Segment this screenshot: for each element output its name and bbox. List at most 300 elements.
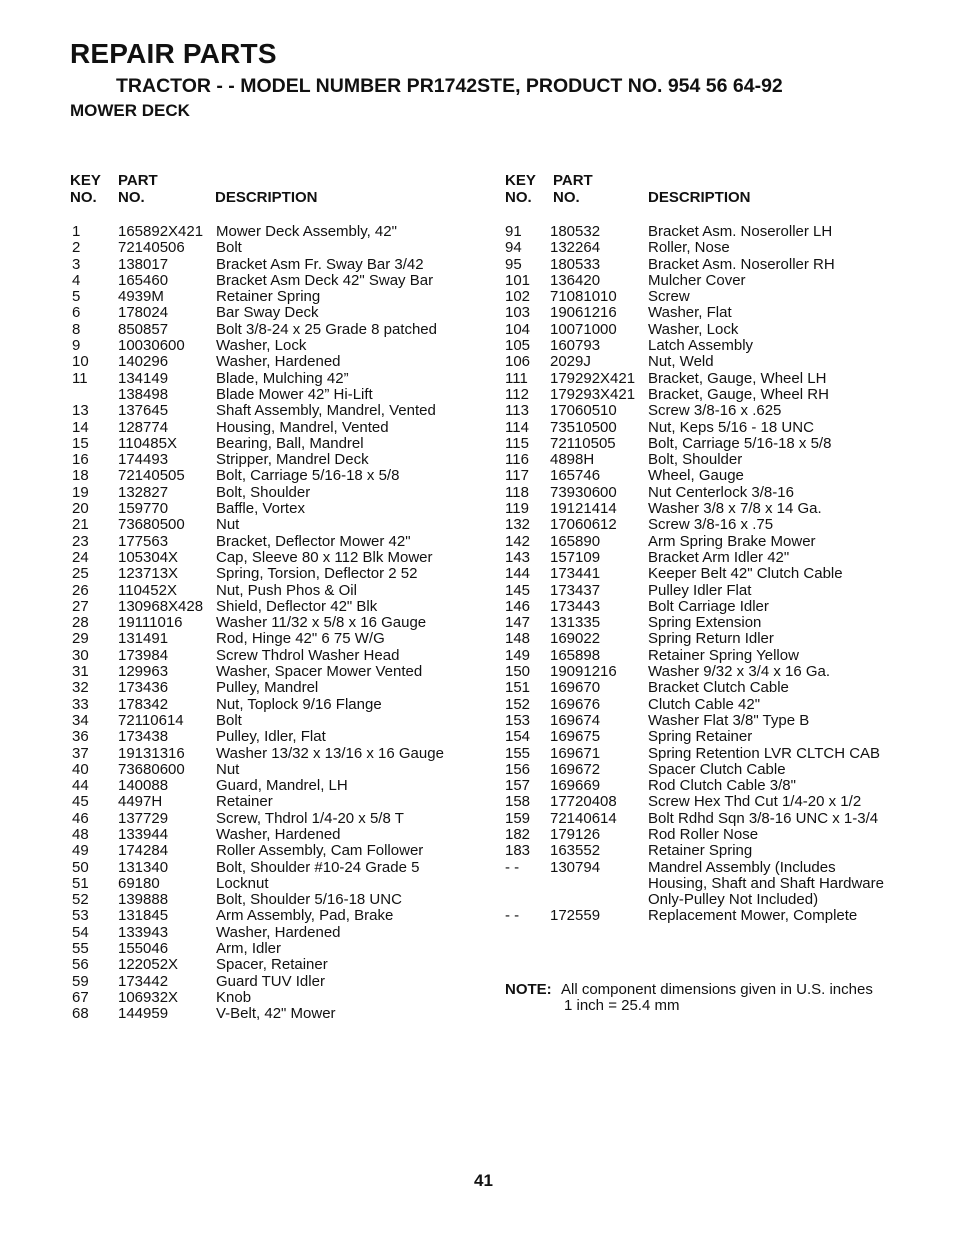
part-no: 133943 [118,923,169,941]
part-description: Bracket Asm Deck 42" Sway Bar [216,271,434,289]
key-no: 31 [72,663,89,681]
left-parts-list [72,224,472,1023]
part-no: 172559 [550,907,601,925]
part-row [505,827,925,843]
part-no: 179292X421 [550,369,636,387]
part-description: Spacer, Retainer [216,956,328,974]
part-row [72,892,472,908]
part-row [72,1006,472,1022]
key-no: 40 [72,760,89,778]
part-description: Rod Roller Nose [648,825,759,843]
part-row [72,697,472,713]
part-row [72,908,472,924]
key-no: 44 [72,777,89,795]
part-description: Washer, Spacer Mower Vented [216,663,423,681]
key-no: 30 [72,646,89,664]
part-row [505,762,925,778]
part-description: Wheel, Gauge [648,467,744,485]
part-no: 169676 [550,695,601,713]
part-row [505,436,925,452]
key-no: 56 [72,956,89,974]
part-no: 177563 [118,532,169,550]
key-no: 25 [72,565,89,583]
part-row [72,420,472,436]
key-no: 144 [505,565,531,583]
part-row [72,827,472,843]
part-no: 169672 [550,760,601,778]
key-no: 36 [72,728,89,746]
key-no: 147 [505,614,531,632]
part-no: 110485X [118,434,177,452]
part-description: Bolt 3/8-24 x 25 Grade 8 patched [216,320,437,338]
part-description: Only-Pulley Not Included) [648,891,819,909]
part-no: 137729 [118,809,169,827]
part-description: Spring, Torsion, Deflector 2 52 [216,565,418,583]
part-no: 159770 [118,500,169,518]
part-description: Spring Retention LVR CLTCH CAB [648,744,881,762]
key-no: 132 [505,516,531,534]
part-row [72,436,472,452]
key-no: 119 [505,500,529,518]
part-row [72,257,472,273]
part-row [505,615,925,631]
part-no: 72140505 [118,467,185,485]
part-no: 131335 [550,614,601,632]
left-description-header: DESCRIPTION [215,189,318,206]
part-description: Washer, Hardened [216,923,341,941]
part-row [505,289,925,305]
part-row [505,468,925,484]
part-description: Bracket, Gauge, Wheel LH [648,369,827,387]
part-description: Shield, Deflector 42" Blk [216,597,378,615]
part-no: 17720408 [550,793,617,811]
part-row [505,566,925,582]
key-no: 50 [72,858,89,876]
part-no: 133944 [118,825,169,843]
part-no: 178024 [118,304,169,322]
key-no: 14 [72,418,89,436]
part-description: Blade, Mulching 42” [216,369,349,387]
part-description: Guard, Mandrel, LH [216,777,348,795]
part-row [72,485,472,501]
part-row [72,925,472,941]
part-description: Nut [216,760,240,778]
part-row [72,338,472,354]
part-row [505,354,925,370]
key-no: 151 [505,679,531,697]
key-no: 6 [72,304,81,322]
part-no: 17060612 [550,516,617,534]
key-no: 143 [505,548,531,566]
key-no: 55 [72,940,89,958]
key-no: 149 [505,646,531,664]
part-row [72,729,472,745]
part-row [72,762,472,778]
part-description: Bracket Asm. Noseroller RH [648,255,835,273]
part-no: 4898H [550,451,595,469]
part-no: 157109 [550,548,601,566]
key-no: 106 [505,353,531,371]
key-no: 16 [72,451,89,469]
part-description: Baffle, Vortex [216,500,305,518]
part-no: 72110505 [550,434,616,452]
part-description: Bolt Rdhd Sqn 3/8-16 UNC x 1-3/4 [648,809,879,827]
part-description: Cap, Sleeve 80 x 112 Blk Mower [216,548,433,566]
right-part-no-header: PART NO. [553,172,593,206]
section-heading: MOWER DECK [70,101,190,120]
part-no: 169670 [550,679,601,697]
part-description: Rod Clutch Cable 3/8" [648,777,796,795]
key-no: 152 [505,695,531,713]
part-description: Nut, Weld [648,353,714,371]
key-no: 153 [505,711,531,729]
part-row [72,501,472,517]
part-description: Bracket Asm. Noseroller LH [648,223,833,240]
key-no: 28 [72,614,89,632]
part-no: 4939M [118,288,164,306]
key-no: 54 [72,923,89,941]
part-no: 169022 [550,630,601,648]
part-no: 128774 [118,418,169,436]
part-no: 163552 [550,842,601,860]
part-no: 169669 [550,777,601,795]
part-description: Pulley, Mandrel [216,679,319,697]
part-no: 17060510 [550,402,617,420]
key-no: 156 [505,760,531,778]
part-row [505,387,925,403]
key-no: 157 [505,777,531,795]
key-no: 10 [72,353,89,371]
part-no: 72140614 [550,809,617,827]
key-no: 9 [72,337,81,355]
part-description: Arm, Idler [216,940,282,958]
part-row [505,631,925,647]
part-description: Washer, Lock [216,337,307,355]
part-description: Washer 13/32 x 13/16 x 16 Gauge [216,744,444,762]
key-no: 29 [72,630,89,648]
part-row [72,566,472,582]
part-no: 173443 [550,597,601,615]
key-no: 27 [72,597,89,615]
part-row [72,664,472,680]
key-no: 19 [72,483,89,501]
part-row [72,240,472,256]
part-row [72,843,472,859]
part-no: 2029J [550,353,591,371]
key-no: 26 [72,581,89,599]
part-no: 131491 [118,630,169,648]
part-row [72,941,472,957]
key-no: 23 [72,532,89,550]
part-row [72,289,472,305]
part-no: 139888 [118,891,169,909]
part-no: 19061216 [550,304,617,322]
part-row [505,420,925,436]
part-row [72,387,472,403]
key-no: 145 [505,581,531,599]
part-description: Washer 3/8 x 7/8 x 14 Ga. [648,500,822,518]
key-no: 116 [505,451,529,469]
key-no: 46 [72,809,89,827]
part-description: Keeper Belt 42" Clutch Cable [648,565,843,583]
part-no: 169675 [550,728,601,746]
part-row [72,403,472,419]
part-no: 160793 [550,337,601,355]
key-no: 105 [505,337,531,355]
note-line-2: 1 inch = 25.4 mm [564,997,680,1014]
key-no: 146 [505,597,531,615]
part-row [505,517,925,533]
key-no: 104 [505,320,531,338]
part-description: Locknut [216,874,269,892]
part-description: Retainer Spring Yellow [648,646,799,664]
part-row [72,583,472,599]
part-row [505,648,925,664]
key-no: 150 [505,663,531,681]
part-row [505,713,925,729]
key-no: 115 [505,434,529,452]
key-no: 113 [505,402,529,420]
part-description: Blade Mower 42” Hi-Lift [216,385,373,403]
part-row [72,876,472,892]
key-no: 21 [72,516,89,534]
part-description: Bracket Clutch Cable [648,679,789,697]
key-no: 159 [505,809,531,827]
part-no: 132264 [550,239,601,257]
part-no: 137645 [118,402,169,420]
part-row [505,697,925,713]
part-description: Housing, Shaft and Shaft Hardware [648,874,884,892]
part-row [72,648,472,664]
part-description: Washer 9/32 x 3/4 x 16 Ga. [648,663,831,681]
note-line-1: All component dimensions given in U.S. inches [561,981,873,998]
part-description: Bolt [216,239,242,257]
part-description: Screw, Thdrol 1/4-20 x 5/8 T [216,809,404,827]
part-no: 72140506 [118,239,185,257]
part-no: 136420 [550,271,601,289]
part-row [72,860,472,876]
key-no: 94 [505,239,522,257]
part-no: 4497H [118,793,163,811]
part-no: 130968X428 [118,597,204,615]
part-description: Mulcher Cover [648,271,746,289]
part-row [72,794,472,810]
part-row [505,860,925,876]
part-row [505,908,925,924]
part-description: Guard TUV Idler [216,972,325,990]
part-no: 180533 [550,255,601,273]
right-parts-list [505,224,925,925]
part-no: 165890 [550,532,601,550]
part-row [505,273,925,289]
key-no: 103 [505,304,531,322]
key-no: 52 [72,891,89,909]
part-no: 138017 [118,255,169,273]
key-no: 67 [72,988,89,1006]
part-no: 10071000 [550,320,617,338]
model-subtitle: TRACTOR - - MODEL NUMBER PR1742STE, PRODUCT NO. 954 56 64-92 [116,75,783,97]
part-row [72,468,472,484]
part-row [505,811,925,827]
part-description: Bolt, Shoulder [648,451,743,469]
part-description: Nut, Keps 5/16 - 18 UNC [648,418,814,436]
part-description: Bracket, Deflector Mower 42" [216,532,411,550]
key-no: 32 [72,679,89,697]
part-no: 165460 [118,271,169,289]
part-description: Washer 11/32 x 5/8 x 16 Gauge [216,614,427,632]
part-no: 19131316 [118,744,185,762]
key-no: 45 [72,793,89,811]
part-no: 71081010 [550,288,617,306]
part-description: Nut [216,516,240,534]
part-row [505,534,925,550]
part-description: Bolt Carriage Idler [648,597,769,615]
part-no: 173441 [550,565,601,583]
key-no: 24 [72,548,89,566]
part-no: 174284 [118,842,169,860]
part-description: Stripper, Mandrel Deck [216,451,369,469]
part-description: Housing, Mandrel, Vented [216,418,389,436]
key-no: 11 [72,369,88,387]
part-no: 178342 [118,695,169,713]
key-no: 1 [72,223,81,240]
part-row [72,371,472,387]
key-no: 15 [72,434,89,452]
part-description: Nut, Toplock 9/16 Flange [216,695,382,713]
part-row [505,501,925,517]
key-no: 34 [72,711,89,729]
part-no: 173438 [118,728,169,746]
part-description: Roller, Nose [648,239,730,257]
part-no: 138498 [118,385,169,403]
part-description: Pulley, Idler, Flat [216,728,326,746]
part-no: 850857 [118,320,169,338]
key-no: 182 [505,825,531,843]
key-no: 118 [505,483,529,501]
key-no: 142 [505,532,531,550]
key-no: 5 [72,288,81,306]
key-no: 154 [505,728,531,746]
part-no: 180532 [550,223,601,240]
key-no: 4 [72,271,81,289]
part-no: 134149 [118,369,169,387]
part-description: Washer Flat 3/8" Type B [648,711,810,729]
part-row [72,631,472,647]
part-no: 123713X [118,565,179,583]
part-description: Nut Centerlock 3/8-16 [648,483,794,501]
part-description: Bolt [216,711,242,729]
part-no: 105304X [118,548,179,566]
part-no: 173442 [118,972,169,990]
part-row [505,876,925,892]
part-no: 110452X [118,581,177,599]
part-no: 10030600 [118,337,185,355]
part-row [72,534,472,550]
part-description: Rod, Hinge 42" 6 75 W/G [216,630,385,648]
part-row [505,240,925,256]
part-no: 73510500 [550,418,617,436]
part-description: Screw Thdrol Washer Head [216,646,400,664]
part-no: 179293X421 [550,385,636,403]
part-description: Bolt, Carriage 5/16-18 x 5/8 [648,434,832,452]
page-title: REPAIR PARTS [70,38,277,69]
key-no: 20 [72,500,89,518]
part-description: Bearing, Ball, Mandrel [216,434,364,452]
part-description: Knob [216,988,252,1006]
part-row [505,778,925,794]
part-row [72,599,472,615]
part-row [72,322,472,338]
part-row [72,273,472,289]
page-number: 41 [474,1171,493,1190]
part-row [505,794,925,810]
part-description: Washer, Hardened [216,353,341,371]
part-description: Screw Hex Thd Cut 1/4-20 x 1/2 [648,793,862,811]
part-row [72,680,472,696]
part-row [505,729,925,745]
part-no: 155046 [118,940,169,958]
part-no: 140296 [118,353,169,371]
part-description: Spring Retainer [648,728,753,746]
part-description: Retainer [216,793,273,811]
part-description: Bracket Asm Fr. Sway Bar 3/42 [216,255,424,273]
part-row [505,550,925,566]
key-no: 114 [505,418,529,436]
part-description: Washer, Flat [648,304,732,322]
part-description: Pulley Idler Flat [648,581,752,599]
part-description: Spacer Clutch Cable [648,760,786,778]
part-row [505,452,925,468]
key-no: 49 [72,842,89,860]
key-no: 155 [505,744,531,762]
part-no: 165746 [550,467,601,485]
part-no: 106932X [118,988,179,1006]
part-row [72,974,472,990]
key-no: 183 [505,842,531,860]
part-no: 131340 [118,858,169,876]
part-no: 173984 [118,646,169,664]
part-row [505,599,925,615]
part-row [72,811,472,827]
key-no: 95 [505,255,522,273]
part-description: Clutch Cable 42" [648,695,761,713]
part-no: 73930600 [550,483,617,501]
key-no: 13 [72,402,89,420]
part-description: Arm Assembly, Pad, Brake [216,907,394,925]
part-row [505,305,925,321]
part-no: 19111016 [118,614,183,632]
part-row [505,322,925,338]
part-no: 122052X [118,956,179,974]
key-no: 91 [505,223,522,240]
part-description: Latch Assembly [648,337,754,355]
part-row [72,713,472,729]
part-no: 179126 [550,825,601,843]
part-description: Retainer Spring [216,288,321,306]
part-description: Bracket Arm Idler 42" [648,548,790,566]
part-description: Mower Deck Assembly, 42" [216,223,397,240]
part-no: 173436 [118,679,169,697]
part-no: 73680600 [118,760,185,778]
key-no: - - [505,907,520,925]
key-no: 158 [505,793,531,811]
key-no: 33 [72,695,89,713]
part-description: Spring Extension [648,614,762,632]
part-row [72,452,472,468]
part-description: Washer, Hardened [216,825,341,843]
part-no: 131845 [118,907,169,925]
left-key-no-header: KEY NO. [70,172,101,206]
